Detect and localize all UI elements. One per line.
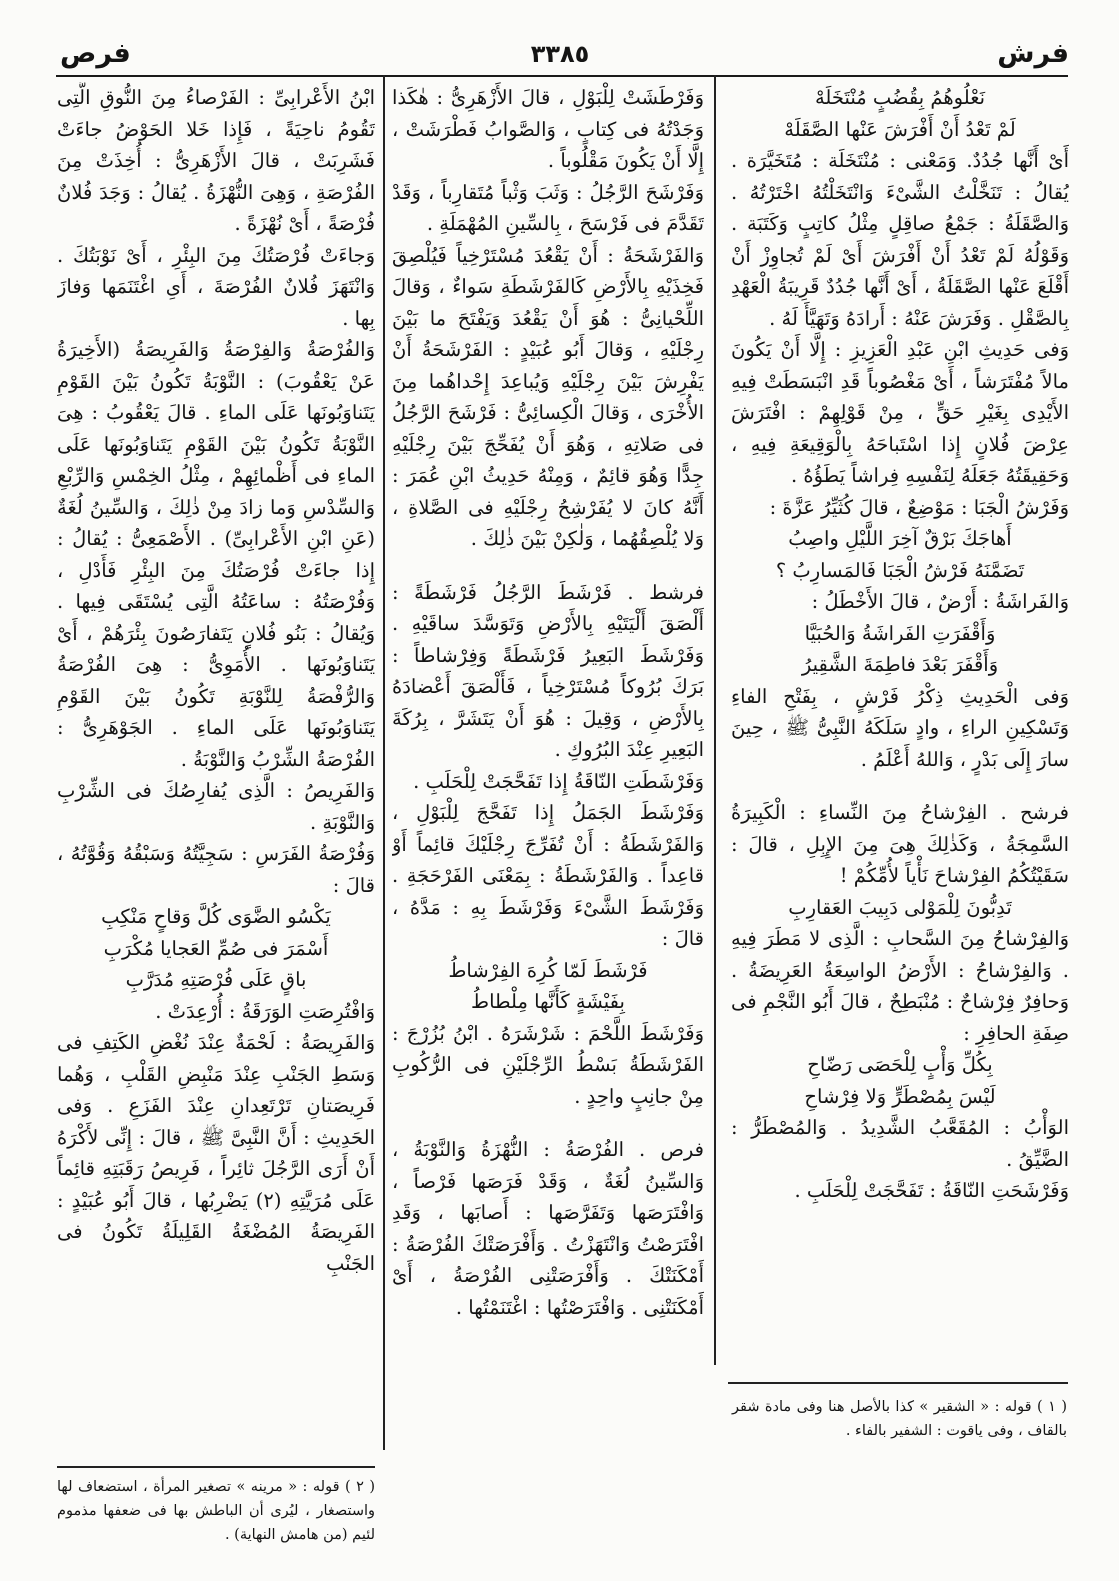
paragraph: ابْنُ الأَعْرابِىِّ : الفَرْصاءُ مِنَ النُّوقِ الَّتِى تَقُومُ ناحِيَةً ، فَإِذا خَلا الحَوْضُ جاءَتْ فَشَرِبَتْ ، قالَ الأَزْهَرِىُّ : أُخِذَتْ مِنَ الفُرْصَةِ ، وَهِىَ النُّهْزَةُ . يُقالُ : وَجَدَ فُلانٌ فُرْصَةً ، أَىْ نُهْزَةً . <box>57 86 375 235</box>
verse-line: لَمْ تَعْدُ أَنْ أَفْرَشَ عَنْها الصَّقَلَهْ <box>784 117 1016 141</box>
entry-fars: فرص . الفُرْصَةُ : النُّهْزَةُ وَالنَّوْبَةُ ، وَالسِّينُ لُغَةٌ ، وَقَدْ فَرَصَها فَرْصاً ، وَافْتَرَصَها وَتَفَرَّصَها : أَصابَها ، وَقَدِ افْتَرَصْتُ وَانْتَهَزْتُ . وَأَفْرَصَتْكَ الفُرْصَةُ : أَمْكَنَتْكَ . وَأَفْرَصَتْنِى الفُرْصَةُ ، أَىْ أَمْكَنَتْنِى . وَافْتَرَصْتُها : اغْتَنَمْتُها . <box>392 1138 704 1319</box>
paragraph: وَفَرْشَطَ اللَّحْمَ : شَرْشَرَهُ . ابْنُ بُزُرْجَ : الفَرْشَطَةُ بَسْطُ الرِّجْلَيْنِ فى الرُّكُوبِ مِنْ جانِبٍ واحِدٍ . <box>392 1021 704 1108</box>
footnote-rule-left <box>57 1466 375 1468</box>
paragraph: وَالفَراشَةُ : أَرْضٌ ، قالَ الأَخْطَلُ : <box>811 590 1069 613</box>
verse-line: باقٍ عَلَى فُرْصَتِهِ مُدَرَّبِ <box>125 968 307 991</box>
page-number: ٣٣٨٥ <box>530 40 590 68</box>
footnote-left: ( ٢ ) قوله : « مرينه » تصغير المرأة ، استضعاف لها واستصغار ، ليُرى أن الباطش بها فى ضعفها مذموم لئيم (من هامش النهاية) . <box>57 1479 375 1543</box>
paragraph: وَفَرْشَطَ الجَمَلُ إِذا تَفَحَّجَ لِلْبَوْلِ ، وَالفَرْشَطَةُ : أَنْ تُفَرِّجَ رِجْلَيْكَ قائِماً أَوْ قاعِداً . وَالفَرْشَطَةُ : بِمَعْنَى الفَرْحَجَةِ . وَفَرْشَطَ الشَّىْءَ وَفَرْشَطَ بِهِ : مَدَّهُ ، قالَ : <box>392 801 704 950</box>
header-root-word-right: فرش <box>997 38 1069 69</box>
paragraph: وَالفُرْصَةُ وَالفِرْصَةُ وَالفَرِيصَةُ (الأَخِيرَةُ عَنْ يَعْقُوبَ) : النَّوْبَةُ تَكُونُ بَيْنَ القَوْمِ يَتَناوَبُونَها عَلَى الماءِ . قالَ يَعْقُوبُ : هِىَ النَّوْبَةُ تَكُونُ بَيْنَ القَوْمِ يَتَناوَبُونَها عَلَى الماءِ فى أَظْمائِهِمْ ، مِثْلُ الخِمْسِ وَالرِّبْعِ وَالسِّدْسِ وَما زادَ مِنْ ذٰلِكَ ، وَالسِّينُ لُغَةٌ (عَنِ ابْنِ الأَعْرابِىِّ) . الأَصْمَعِىُّ : يُقالُ : إِذا جاءَتْ فُرْصَتُكَ مِنَ البِئْرِ فَأَدْلِ ، وَفُرْصَتُهُ : ساعَتُهُ الَّتِى يُسْتَقَى فِيها . وَيُقالُ : بَنُو فُلانٍ يَتَفارَصُونَ بِئْرَهُمْ ، أَىْ يَتَناوَبُونَها . الأُمَوِىُّ : هِىَ الفُرْصَةُ وَالرُّفْصَةُ لِلنَّوْبَةِ تَكُونُ بَيْنَ القَوْمِ يَتَناوَبُونَها عَلَى الماءِ . الجَوْهَرِىُّ : الفُرْصَةُ الشِّرْبُ وَالنَّوْبَةُ . <box>57 338 375 771</box>
footnote-rule-right <box>728 1382 1068 1384</box>
column-middle <box>392 82 704 1442</box>
paragraph: وَالفَرِيصَةُ : لَحْمَةٌ عِنْدَ نُغْضِ الكَتِفِ فى وَسَطِ الجَنْبِ عِنْدَ مَنْبِضِ القَلْبِ ، وَهُما فَرِيصَتانِ تَرْتَعِدانِ عِنْدَ الفَزَعِ . وَفى الحَدِيثِ : أَنَّ النَّبِىَّ ﷺ ، قالَ : إِنِّى لأَكْرَهُ أَنْ أَرَى الرَّجُلَ ثائِراً ، فَرِيصُ رَقَبَتِهِ قائِماً عَلَى مُرَيَّتِهِ (٢) يَضْرِبُها ، قالَ أَبُو عُبَيْدٍ : الفَرِيصَةُ المُضْغَةُ القَلِيلَةُ تَكُونُ فى الجَنْبِ <box>57 1031 375 1275</box>
verse-line: يَكْسُو الضَّوَى كُلَّ وَقاحٍ مَنْكِبِ <box>101 905 331 928</box>
verse-line: وَأَقْفَرَ بَعْدَ فاطِمَةَ الشَّقِيرُ <box>801 653 999 676</box>
verse-line: وَأَقْفَرَتِ الفَراشَةُ وَالحُبَيَّا <box>804 621 996 645</box>
column-left <box>57 82 375 1442</box>
paragraph: وَفَرْشَطَتِ النّاقَةُ إِذا تَفَحَّجَتْ لِلْحَلَبِ . <box>413 769 704 793</box>
paragraph: وَفَرْشَحَتِ النّاقَةُ : تَفَحَّجَتْ لِلْحَلَبِ . <box>794 1179 1069 1202</box>
verse-line: تَضَمَّنَهُ فَرْشُ الْجَبَا فَالمَسارِبُ ؟ <box>775 558 1025 582</box>
entry-farshah: فرشح . الفِرْشاحُ مِنَ النِّساءِ : الْكَبِيرَةُ السَّمِجَةُ ، وَكَذٰلِكَ هِىَ مِنَ الإِبِلِ ، قالَ : سَقَيْتُكُمُ الفِرْشاحَ نَأْياً لأُمِّكُمْ ! <box>731 801 1069 887</box>
column-right <box>731 82 1069 1382</box>
paragraph: وَالفَرْشَحَةُ : أَنْ يَقْعُدَ مُسْتَرْخِياً فَيُلْصِقَ فَخِذَيْهِ بِالأَرْضِ كَالفَرْشَطَةِ سَواءٌ ، وَقالَ اللِّحْيانِىُّ : هُوَ أَنْ يَقْعُدَ وَيَفْتَحَ ما بَيْنَ رِجْلَيْهِ ، وَقالَ أَبُو عُبَيْدٍ : الفَرْشَحَةُ أَنْ يَفْرِشَ بَيْنَ رِجْلَيْهِ وَيُباعِدَ إِحْداهُما مِنَ الأُخْرَى ، وَقالَ الْكِسائِىُّ : فَرْشَحَ الرَّجُلُ فى صَلاتِهِ ، وَهُوَ أَنْ يُفَحِّجَ بَيْنَ رِجْلَيْهِ جِدًّا وَهُوَ قائِمٌ ، وَمِنْهُ حَدِيثُ ابْنِ عُمَرَ : أَنَّهُ كانَ لا يُفَرْشِحُ رِجْلَيْهِ فى الصَّلاةِ ، وَلا يُلْصِقُهُما ، وَلٰكِنْ بَيْنَ ذٰلِكَ . <box>392 243 704 550</box>
verse-line: تَدِبُّونَ لِلْمَوْلى دَبِيبَ العَقارِبِ <box>788 895 1012 919</box>
paragraph: وَافْتُرِصَتِ الوَرَقَةُ : أُرْعِدَتْ . <box>155 999 375 1023</box>
header-rule <box>56 75 1068 77</box>
footnote-right: ( ١ ) قوله : « الشقير » كذا بالأصل هنا وفى مادة شقر بالقاف ، وفى ياقوت : الشفير بالفاء . <box>732 1399 1067 1439</box>
paragraph: الوَأْبُ : المُقَعَّبُ الشَّدِيدُ . وَالمُصْطَرُّ : الضَّيِّقُ . <box>731 1116 1069 1171</box>
paragraph: وَالفَرِيصُ : الَّذِى يُفارِصُكَ فى الشِّرْبِ وَالنَّوْبَةِ . <box>57 779 375 834</box>
verse-line: أَهاجَكَ بَرْقٌ آخِرَ اللَّيْلِ واصِبُ <box>788 527 1012 550</box>
verse-line: بِكُلِّ وَأْبٍ لِلْحَصَى رَضّاحِ <box>807 1053 993 1076</box>
paragraph: وَفَرْشُ الْجَبَا : مَوْضِعٌ ، قالَ كُثَيِّرُ عَزَّةَ : <box>769 495 1069 519</box>
paragraph: وَفى الْحَدِيثِ ذِكْرُ فَرْشٍ ، بِفَتْحِ الفاءِ وَتَسْكِينِ الراءِ ، وادٍ سَلَكَهُ النَّبِىُّ ﷺ ، حِينَ سارَ إِلَى بَدْرٍ ، وَاللهُ أَعْلَمُ . <box>731 684 1069 771</box>
entry-farshat: فرشط . فَرْشَطَ الرَّجُلُ فَرْشَطَةً : أَلْصَقَ أَلْيَتَيْهِ بِالأَرْضِ وَتَوَسَّدَ ساقَيْهِ . وَفَرْشَطَ البَعِيرُ فَرْشَطَةً وَفِرْشاطاً : بَرَكَ بُرُوكاً مُسْتَرْخِياً ، فَأَلْصَقَ أَعْضادَهُ بِالأَرْضِ ، وَقِيلَ : هُوَ أَنْ يَتَشَرَّ ، بِرُكَةَ البَعِيرِ عِنْدَ البُرُوكِ . <box>392 580 704 761</box>
paragraph: وَالفِرْشاحُ مِنَ السَّحابِ : الَّذِى لا مَطَرَ فِيهِ . وَالفِرْشاحُ : الأَرْضُ الواسِعَةُ العَرِيضَةُ . وَحافِرٌ فِرْشاحٌ : مُنْبَطِحٌ ، قالَ أَبُو النَّجْمِ فى صِفَةِ الحافِرِ : <box>731 927 1069 1045</box>
column-divider-right <box>714 75 716 1365</box>
verse-line: فَرْشَطَ لَمّا كُرِهَ الفِرْشاطُ <box>448 958 648 982</box>
paragraph: وَفَرْشَحَ الرَّجُلُ : وَثَبَ وَثْباً مُتَقارِباً ، وَقَدْ تَقَدَّمَ فى فَرْسَحَ ، بِالسِّينِ المُهْمَلَةِ . <box>392 180 704 235</box>
verse-line: بِفَيْشَةٍ كَأَنَّها مِلْطاطُ <box>471 990 625 1013</box>
verse-line: لَيْسَ بِمُصْطَرٍّ وَلا فِرْشاحِ <box>804 1084 996 1108</box>
verse-line: نَعْلُوهُمُ بِقُضُبٍ مُنْتَخَلَهْ <box>814 86 986 109</box>
verse-line: أَسْمَرَ فى صُمِّ العَجايا مُكْرَبِ <box>103 936 329 960</box>
paragraph: وَفَرْطَشَتْ لِلْبَوْلِ ، قالَ الأَزْهَرِىُّ : هٰكَذا وَجَدْتُهُ فى كِتابٍ ، وَالصَّوابُ فَطْرَشَتْ ، إِلَّا أَنْ يَكُونَ مَقْلُوباً . <box>392 86 704 172</box>
header-root-word-left: فرص <box>60 38 131 69</box>
paragraph: وَفى حَدِيثِ ابْنِ عَبْدِ الْعَزِيزِ : إِلَّا أَنْ يَكُونَ مالاً مُفْتَرَشاً ، أَىْ مَغْصُوباً قَدِ انْبَسَطَتْ فِيهِ الأَيْدِى بِغَيْرِ حَقٍّ ، مِنْ قَوْلِهِمْ : افْتَرَشَ عِرْضَ فُلانٍ إِذا اسْتَباحَهُ بِالْوَقِيعَةِ فِيهِ ، وَحَقِيقَتُهُ جَعَلَهُ لِنَفْسِهِ فِراشاً يَطَؤُهُ . <box>731 338 1069 487</box>
column-divider-left <box>383 75 385 1450</box>
paragraph: وَفُرْصَةُ الفَرَسِ : سَجِيَّتُهُ وَسَبْقُهُ وَقُوَّتُهُ ، قالَ : <box>57 842 375 897</box>
paragraph: أَىْ أَنَّها جُدُدٌ. وَمَعْنى : مُنْتَخَلَة : مُتَخَيَّرَة . يُقالُ : تَنَخَّلْتُ الشَّىْءَ وَانْتَخَلْتُهُ اخْتَرْتُهُ . وَالصَّقَلَةُ : جَمْعُ صاقِلٍ مِثْلُ كاتِبٍ وَكَتَبَة . وَقَوْلُهُ لَمْ تَعْدُ أَنْ أَفْرَشَ أَىْ لَمْ تُجاوِزْ أَنْ أَقْلَعَ عَنْها الصَّقَلَةُ ، أَىْ أَنَّها جُدُدٌ قَرِيبَةُ الْعَهْدِ بِالصَّقْلِ . وَفَرَشَ عَنْهُ : أَرادَهُ وَتَهَيَّأَ لَهُ . <box>731 149 1069 330</box>
paragraph: وَجاءَتْ فُرْصَتُكَ مِنَ البِئْرِ ، أَىْ نَوْبَتُكَ . وَانْتَهَزَ فُلانٌ الفُرْصَةَ ، أَىِ اغْتَنَمَها وَفازَ بِها . <box>57 243 375 330</box>
